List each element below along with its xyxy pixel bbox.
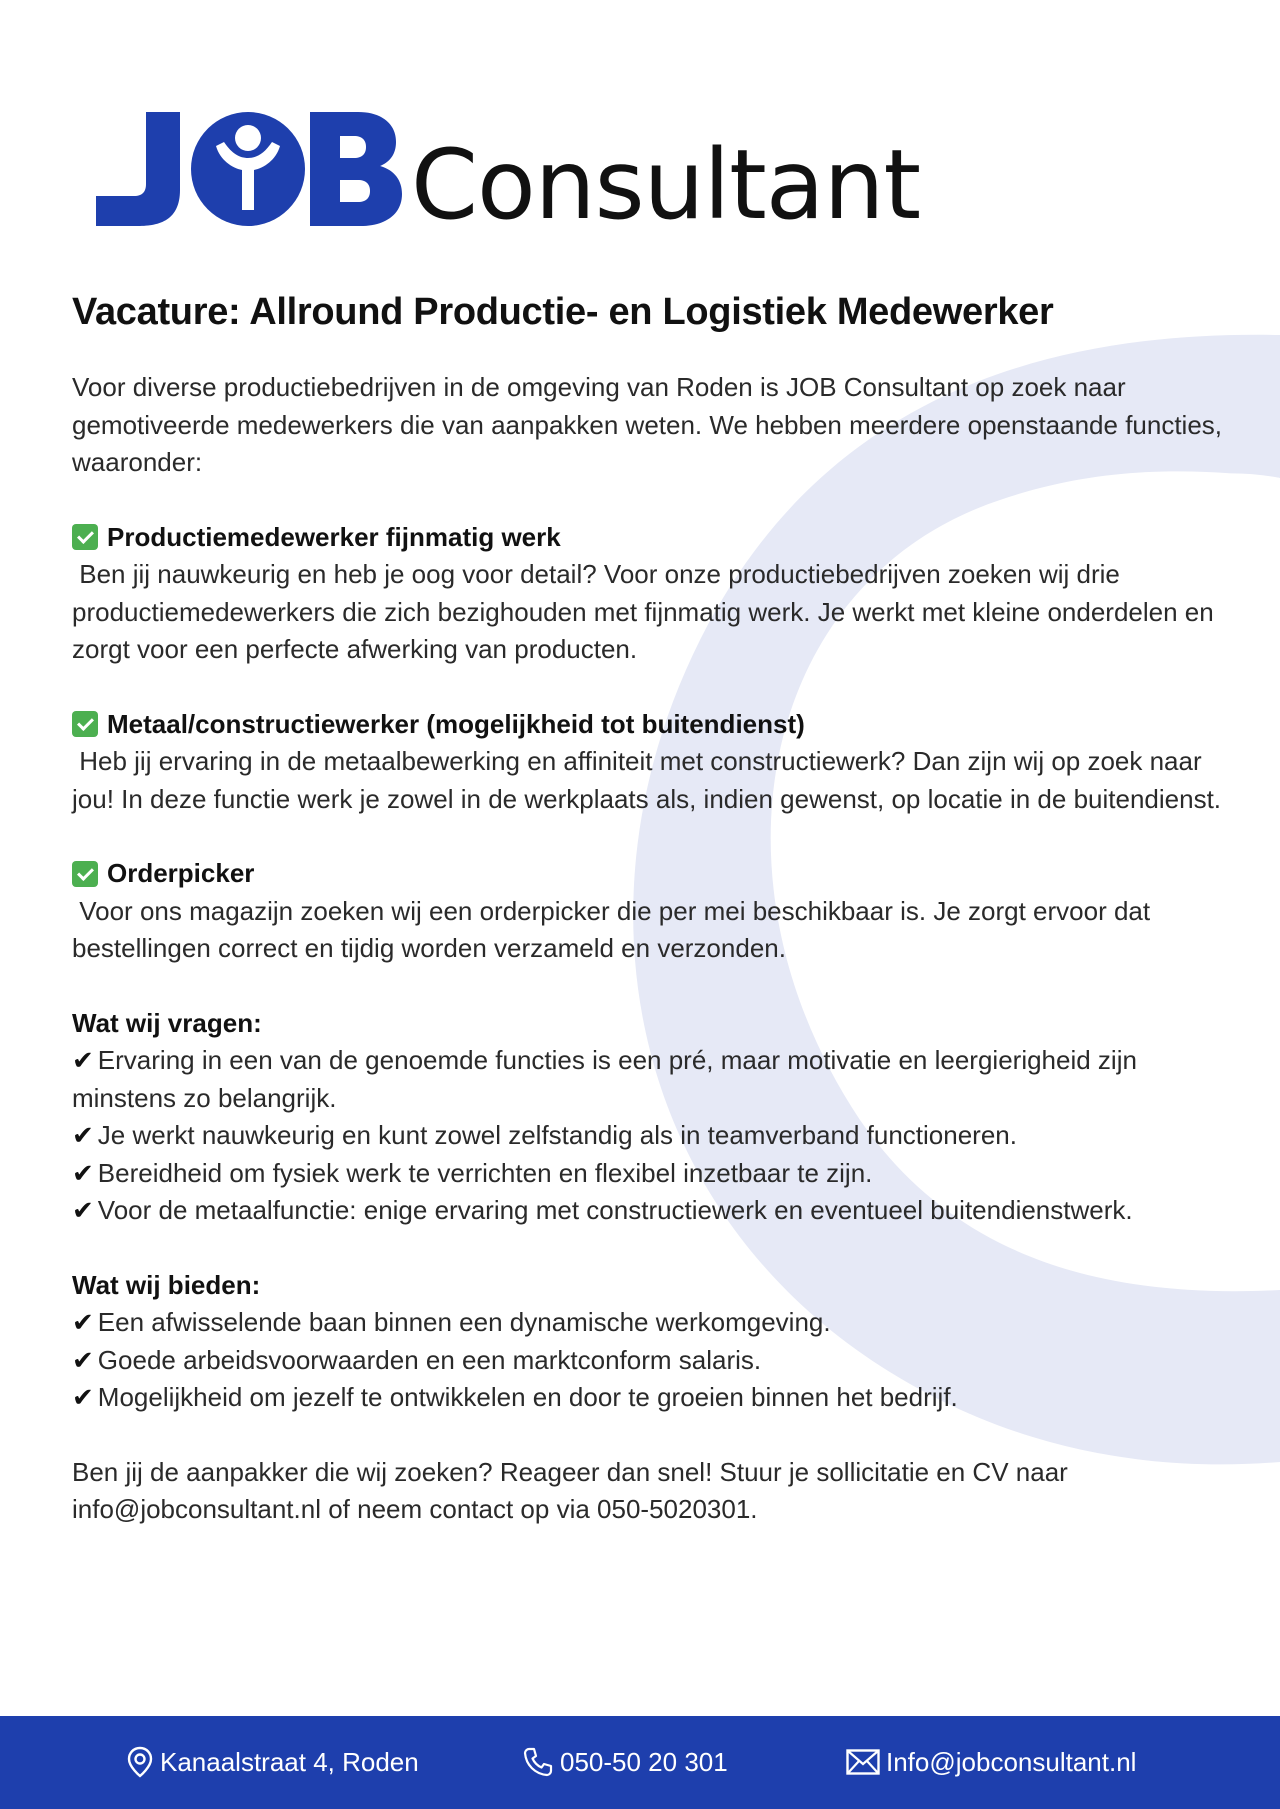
job-item (72, 519, 1232, 669)
page-title: Vacature: Allround Productie- en Logistiek Medewerker (72, 291, 1054, 333)
list-item: ✔ Bereidheid om fysiek werk te verrichten en flexibel inzetbaar te zijn. (72, 1157, 873, 1188)
check-icon: ✔ (72, 1120, 94, 1150)
job-description: Voor ons magazijn zoeken wij een orderpicker die per mei beschikbaar is. Je zorgt ervoor dat bestellingen correct en tijdig worden verzameld en verzonden. (72, 895, 1151, 963)
list-item: ✔ Ervaring in een van de genoemde functies is een pré, maar motivatie en leergierigheid zijn minstens zo belangrijk. (72, 1045, 1137, 1113)
job-title: Productiemedewerker fijnmatig werk (107, 521, 561, 552)
job-logo-mark-icon (96, 108, 406, 238)
requirements-title: Wat wij vragen: (72, 1007, 262, 1038)
list-item: ✔ Een afwisselende baan binnen een dynamische werkomgeving. (72, 1307, 831, 1337)
logo-wordmark: Consultant (411, 129, 921, 241)
phone-icon (522, 1746, 554, 1778)
list-item: ✔ Mogelijkheid om jezelf te ontwikkelen en door te groeien binnen het bedrijf. (72, 1382, 958, 1412)
location-pin-icon (126, 1746, 154, 1778)
checkbox-icon (72, 861, 98, 887)
checkbox-icon (72, 524, 98, 550)
check-icon: ✔ (72, 1195, 94, 1225)
intro-paragraph: Voor diverse productiebedrijven in de omgeving van Roden is JOB Consultant op zoek naar gemotiveerde medewerkers die van aanpakken weten. We hebben meerdere openstaande functies, waaronder: (72, 372, 1223, 477)
check-icon: ✔ (72, 1344, 94, 1375)
job-description: Ben jij nauwkeurig en heb je oog voor detail? Voor onze productiebedrijven zoeken wij drie productiemedewerkers die zich bezighouden met fijnmatig werk. Je werkt met kleine onderdelen en zorgt voor een perfecte afwerking van producten. (72, 559, 1214, 664)
check-icon: ✔ (72, 1382, 94, 1412)
list-item: ✔ Voor de metaalfunctie: enige ervaring met constructiewerk en eventueel buitendienstwerk. (72, 1195, 1133, 1225)
job-item (72, 706, 1232, 819)
check-icon: ✔ (72, 1157, 94, 1188)
list-item: ✔ Je werkt nauwkeurig en kunt zowel zelfstandig als in teamverband functioneren. (72, 1120, 1017, 1150)
mail-icon (846, 1749, 880, 1775)
closing-paragraph: Ben jij de aanpakker die wij zoeken? Reageer dan snel! Stuur je sollicitatie en CV naar info@jobconsultant.nl of neem contact op via 050-5020301. (72, 1456, 1068, 1524)
footer-address: Kanaalstraat 4, Roden (126, 1744, 419, 1780)
offers-section (72, 1267, 1232, 1417)
job-description: Heb jij ervaring in de metaalbewerking en affiniteit met constructiewerk? Dan zijn wij op zoek naar jou! In deze functie werk je zowel in de werkplaats als, indien gewenst, op locatie in de buitendienst. (72, 746, 1222, 814)
footer-email[interactable]: Info@jobconsultant.nl (846, 1744, 1136, 1780)
job-item (72, 855, 1232, 968)
check-icon: ✔ (72, 1045, 94, 1075)
vacancy-content (72, 288, 1232, 1529)
checkbox-icon (72, 711, 98, 737)
list-item: ✔ Goede arbeidsvoorwaarden en een marktconform salaris. (72, 1344, 762, 1375)
footer (0, 1716, 1280, 1809)
job-title: Orderpicker (107, 858, 255, 888)
offers-title: Wat wij bieden: (72, 1269, 261, 1300)
footer-phone[interactable]: 050-50 20 301 (522, 1744, 728, 1780)
check-icon: ✔ (72, 1307, 94, 1337)
job-title: Metaal/constructiewerker (mogelijkheid tot buitendienst) (107, 708, 805, 739)
requirements-section (72, 1005, 1232, 1230)
